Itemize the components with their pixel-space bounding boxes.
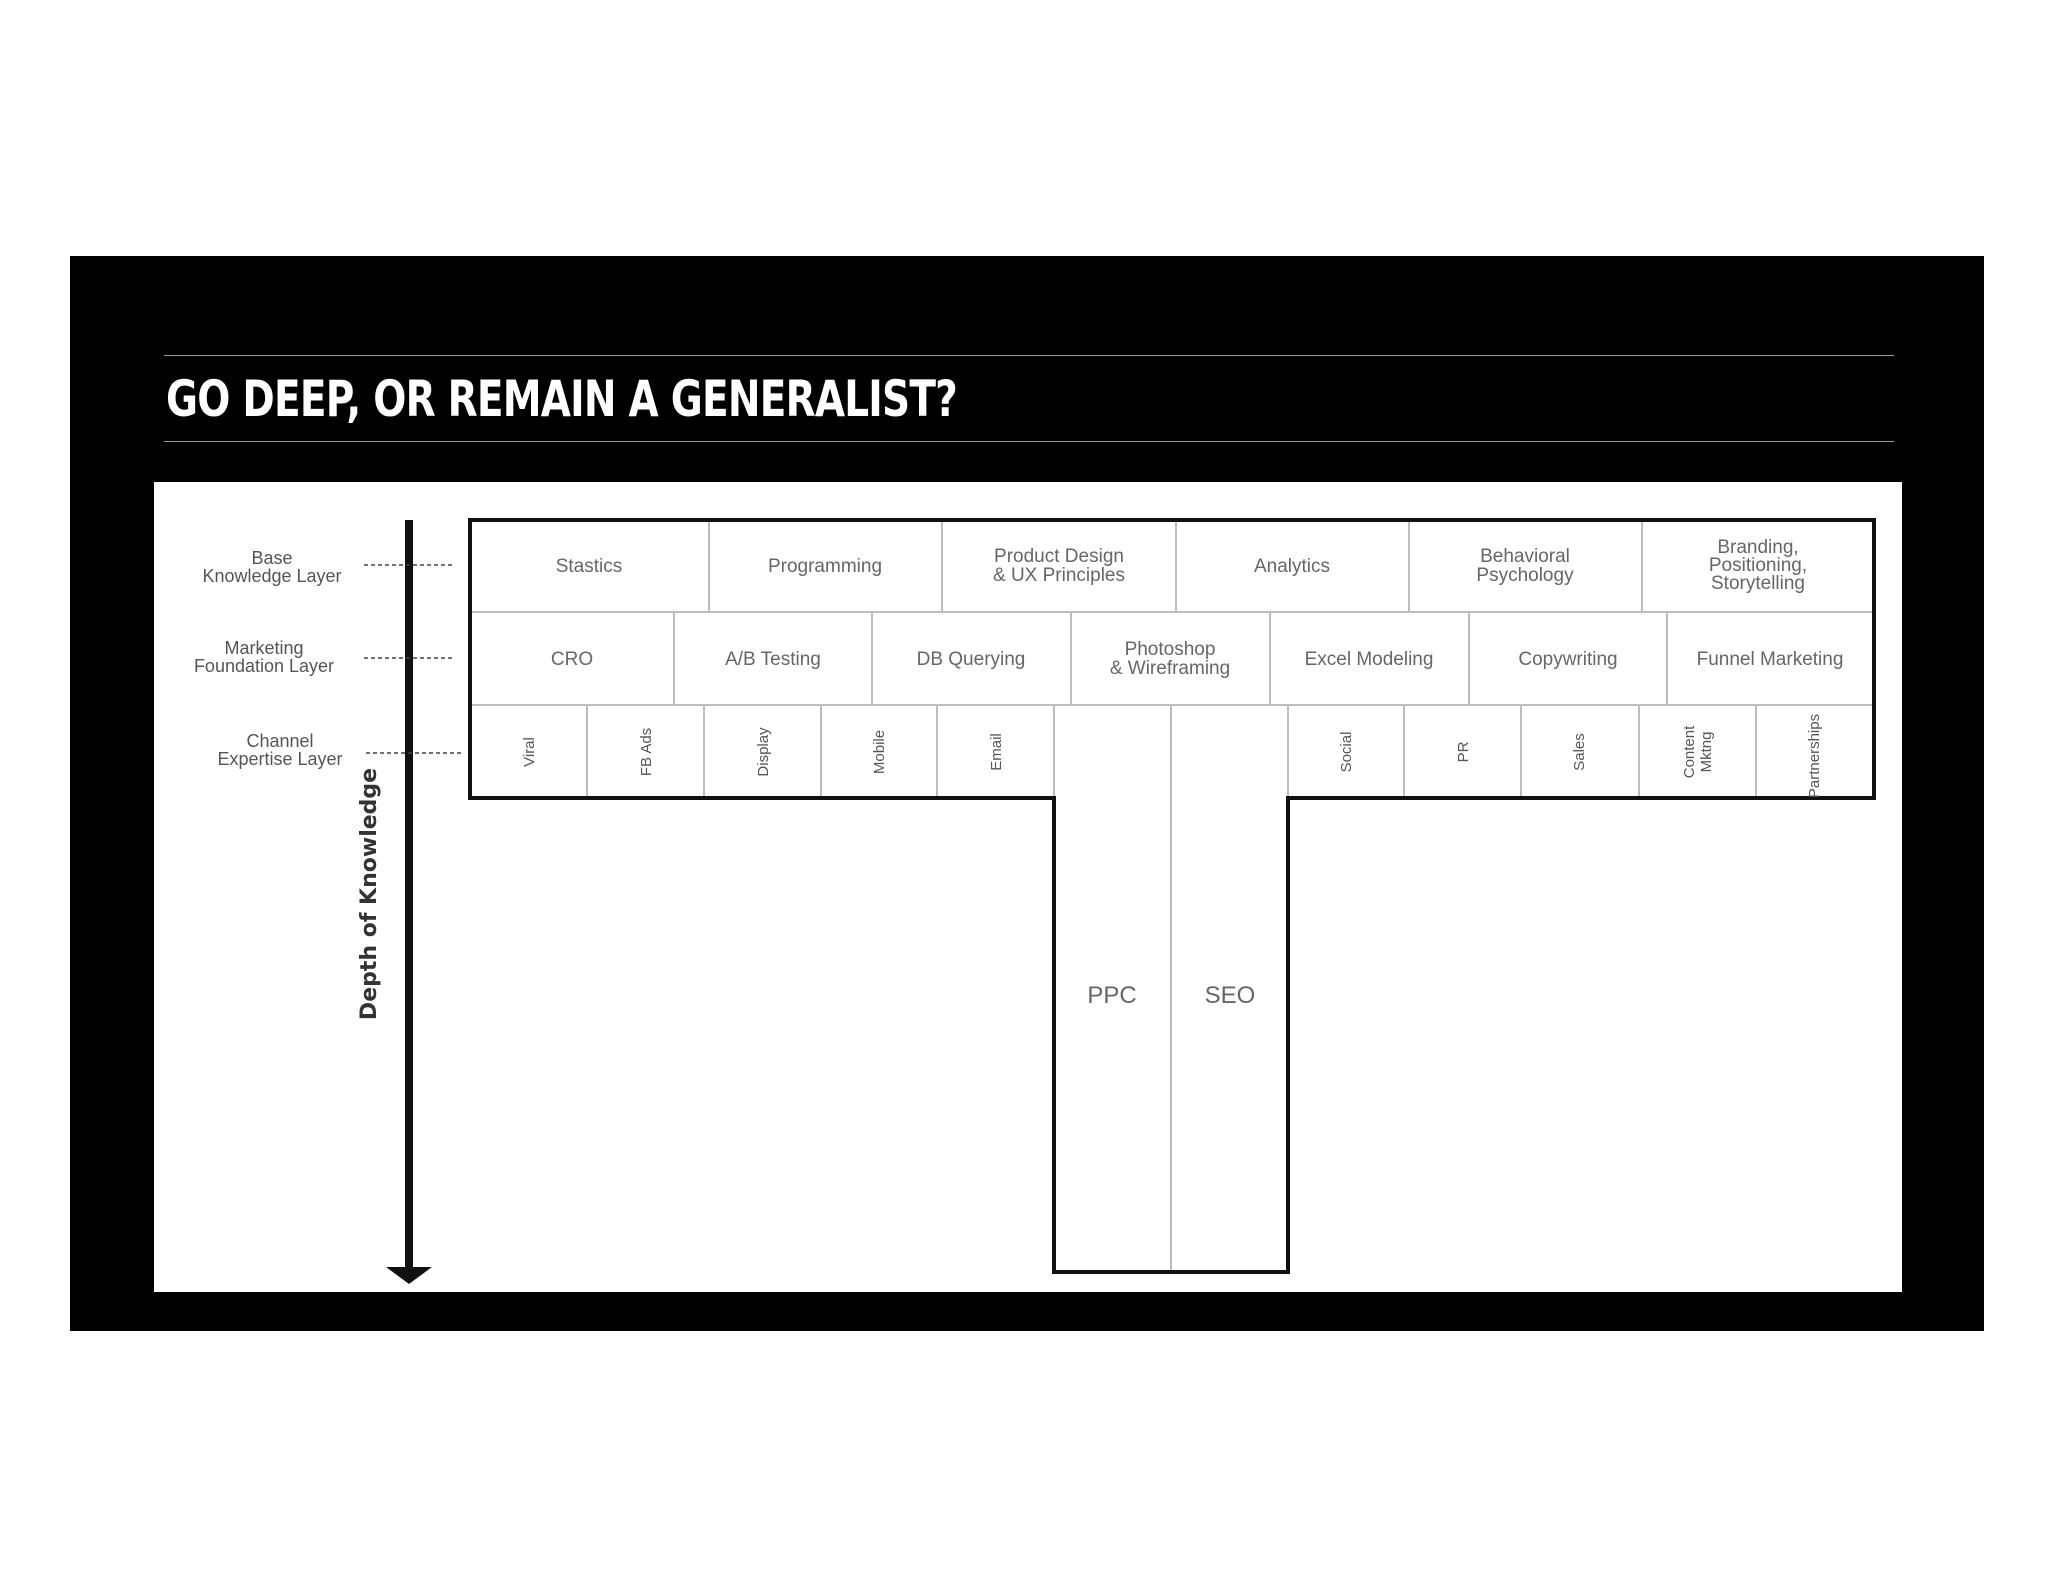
layer-label-line1: Marketing — [224, 638, 304, 658]
channel-cell-label: Mobile — [871, 729, 888, 775]
deep-channel-label-ppc: PPC — [1087, 982, 1137, 1009]
base-cell-label-line2: Positioning, — [1708, 555, 1808, 576]
layer-label-base — [202, 548, 341, 586]
foundation-cell-label: Funnel Marketing — [1696, 649, 1844, 670]
base-cell-label: Analytics — [1253, 556, 1331, 577]
t-shaped-skills-diagram — [154, 482, 1902, 1292]
base-row — [556, 537, 1807, 594]
layer-label-line2: Expertise Layer — [217, 749, 343, 769]
channel-cell-label: Content — [1681, 725, 1698, 779]
foundation-cell-label-line2: & Wireframing — [1109, 658, 1231, 679]
layer-label-line2: Knowledge Layer — [202, 566, 342, 586]
foundation-cell-label: Photoshop — [1124, 639, 1216, 660]
foundation-cell-label: Copywriting — [1518, 649, 1618, 670]
title-rule-top — [164, 355, 1894, 356]
base-cell-label-line2: Psychology — [1476, 565, 1574, 586]
title-rule-bottom — [164, 441, 1894, 442]
foundation-cell-label: Excel Modeling — [1304, 649, 1434, 670]
depth-arrow-head — [386, 1267, 432, 1284]
layer-label-line1: Base — [251, 548, 293, 568]
layer-label-foundation — [194, 638, 334, 676]
slide — [70, 256, 1984, 1331]
channel-cell-label: PR — [1455, 741, 1472, 763]
foundation-cell-label: DB Querying — [916, 649, 1026, 670]
slide-title: GO DEEP, OR REMAIN A GENERALIST? — [166, 370, 957, 428]
layer-label-line2: Foundation Layer — [193, 656, 335, 676]
layer-label-channel — [217, 731, 342, 769]
channel-cell-label: Social — [1338, 731, 1355, 773]
channel-cell-label: Partnerships — [1806, 713, 1823, 799]
channel-cell-label-line2: Mktng — [1698, 731, 1715, 773]
base-cell-label: Behavioral — [1480, 546, 1570, 567]
base-cell-label-line2: & UX Principles — [993, 565, 1125, 586]
foundation-cell-label: A/B Testing — [725, 649, 821, 670]
channel-cell-label: FB Ads — [638, 727, 655, 777]
layer-label-line1: Channel — [246, 731, 314, 751]
foundation-cell-label: CRO — [550, 649, 594, 670]
base-cell-label: Programming — [767, 556, 883, 577]
diagram-grid — [470, 520, 1874, 1272]
channel-cell-label: Sales — [1571, 733, 1588, 771]
base-cell-label: Branding, — [1717, 537, 1799, 558]
depth-axis-label: Depth of Knowledge — [357, 767, 382, 1021]
deep-channel-label-seo: SEO — [1204, 982, 1256, 1009]
base-cell-label-line3: Storytelling — [1711, 573, 1805, 594]
channel-cell-label: Display — [755, 727, 772, 777]
foundation-row — [551, 639, 1844, 679]
base-cell-label: Product Design — [994, 546, 1124, 567]
channel-cell-label: Viral — [521, 737, 538, 767]
diagram-canvas — [154, 482, 1902, 1292]
base-cell-label: Stastics — [555, 556, 623, 577]
channel-cell-label: Email — [988, 733, 1005, 771]
